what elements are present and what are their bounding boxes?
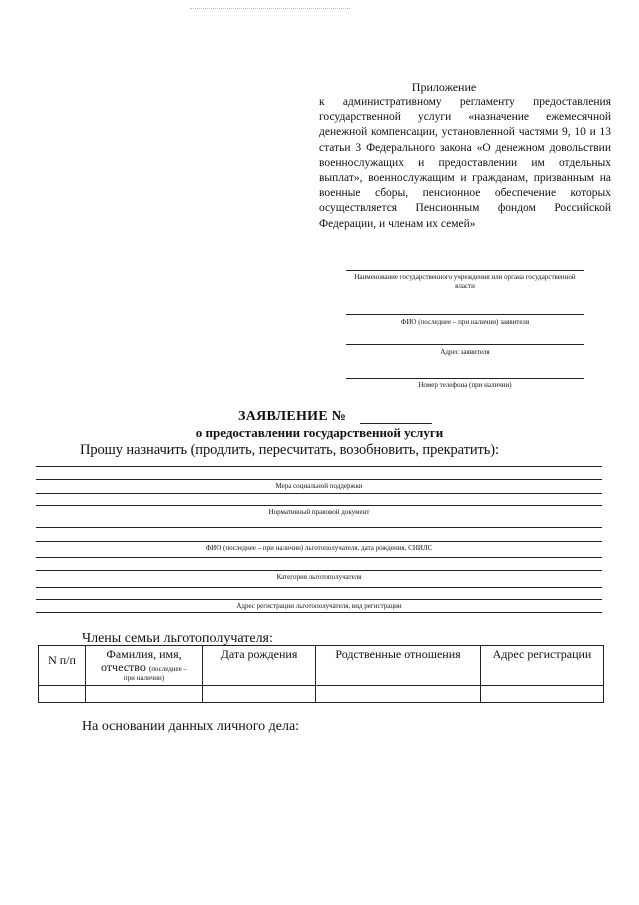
phone-caption: Номер телефона (при наличии) — [418, 381, 512, 389]
field-line — [36, 466, 602, 467]
basis-text: На основании данных личного дела: — [82, 719, 300, 734]
appendix-title: Приложение — [411, 80, 477, 94]
col-full-name — [86, 646, 203, 686]
registration-address-caption: Адрес регистрации льготополучателя, вид регистрации — [236, 602, 402, 610]
registration-address-line[interactable] — [36, 599, 602, 600]
col-full-name-note: (последнее – — [148, 665, 188, 673]
category-line[interactable] — [36, 570, 602, 571]
legal-document-line[interactable] — [36, 505, 602, 506]
support-measure-line[interactable] — [36, 479, 602, 480]
institution-caption: Наименование государственного учреждения или органа государственной власти — [354, 273, 576, 290]
field-line — [36, 587, 602, 588]
field-line — [36, 493, 602, 494]
family-title: Члены семьи льготополучателя: — [82, 631, 273, 646]
beneficiary-line[interactable] — [36, 541, 602, 542]
field-line — [36, 612, 602, 613]
legal-document-caption: Нормативный правовой документ — [268, 508, 370, 516]
applicant-address-line[interactable] — [346, 344, 584, 345]
applicant-name-line[interactable] — [346, 314, 584, 315]
field-line — [36, 557, 602, 558]
family-table — [38, 645, 604, 703]
col-address: Адрес регистрации — [481, 646, 604, 686]
table-cell[interactable] — [316, 686, 481, 703]
application-number-line[interactable] — [360, 423, 432, 424]
table-cell[interactable] — [203, 686, 316, 703]
table-cell[interactable] — [39, 686, 86, 703]
table-cell[interactable] — [86, 686, 203, 703]
scan-artifact — [190, 8, 350, 9]
document-subtitle: о предоставлении государственной услуги — [195, 425, 444, 440]
table-header-row — [39, 646, 604, 686]
category-caption: Категория льготополучателя — [276, 573, 362, 581]
col-full-name-note-2: при наличии) — [123, 674, 165, 682]
table-cell[interactable] — [481, 686, 604, 703]
phone-line[interactable] — [346, 378, 584, 379]
table-row — [39, 686, 604, 703]
col-relation: Родственные отношения — [316, 646, 481, 686]
col-number: N п/п — [39, 646, 86, 686]
support-measure-caption: Мера социальной поддержки — [275, 482, 363, 490]
beneficiary-caption: ФИО (последнее – при наличии) льготополучателя, дата рождения, СНИЛС — [205, 544, 433, 552]
request-text: Прошу назначить (продлить, пересчитать, возобновить, прекратить): — [80, 442, 499, 458]
field-line — [36, 527, 602, 528]
document-title: ЗАЯВЛЕНИЕ № — [238, 409, 347, 424]
appendix-text: к административному регламенту предоставления государственной услуги «назначение ежемесячной денежной компенсации, установленной частями 9, 10 и 13 статьи 3 Федерального закона «О денежном довольствии военнослужащих и предоставлении им отдельных выплат», военнослужащим и гражданам, призванным на военные сборы, пенсионное обеспечение которых осуществляется Пенсионным фондом Российской Федерации, и членам их семей» — [319, 96, 611, 230]
col-full-name-label: Фамилия, имя, — [106, 647, 182, 661]
col-birth-date: Дата рождения — [203, 646, 316, 686]
applicant-address-caption: Адрес заявителя — [440, 348, 490, 356]
col-full-name-label-2 — [88, 661, 200, 674]
col-full-name-patronymic: отчество — [100, 660, 146, 674]
institution-line[interactable] — [346, 270, 584, 271]
applicant-name-caption: ФИО (последнее – при наличии) заявителя — [400, 318, 530, 326]
